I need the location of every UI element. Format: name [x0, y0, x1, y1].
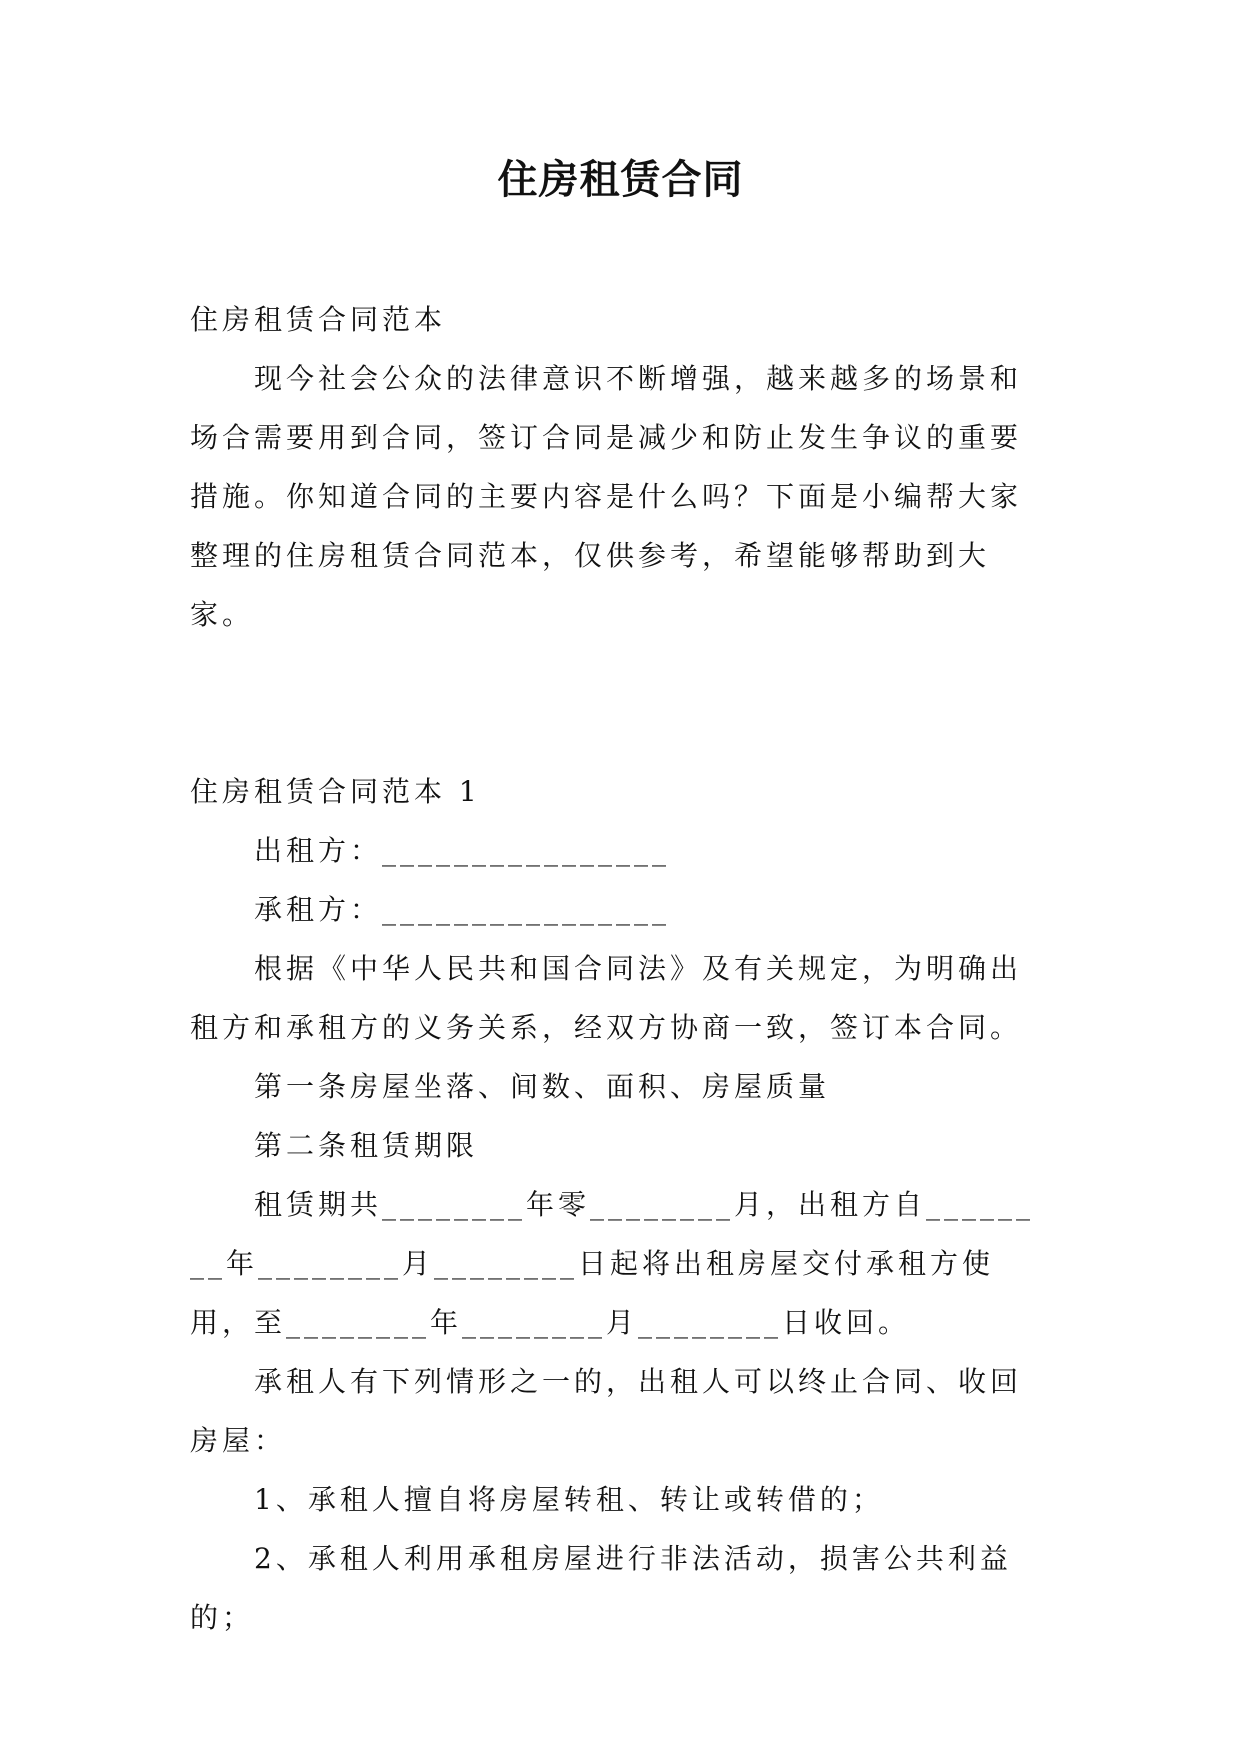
lessor-field: 出租方：________________	[254, 834, 671, 867]
lessee-field: 承租方：________________	[254, 893, 671, 926]
document-title: 住房租赁合同	[497, 157, 744, 203]
sample1-heading: 住房租赁合同范本 1	[190, 775, 481, 808]
termination-item-2: 2、承租人利用承租房屋进行非法活动，损害公共利益的；	[190, 1542, 1012, 1634]
document-body	[190, 290, 1050, 1647]
termination-paragraph: 承租人有下列情形之一的，出租人可以终止合同、收回房屋：	[190, 1365, 1023, 1457]
intro-heading: 住房租赁合同范本	[190, 303, 447, 336]
intro-paragraph: 现今社会公众的法律意识不断增强，越来越多的场景和场合需要用到合同，签订合同是减少和防止发生争议的重要措施。你知道合同的主要内容是什么吗？下面是小编帮大家整理的住房租赁合同范本，仅供参考，希望能够帮助到大家。	[190, 362, 1023, 631]
termination-item-1: 1、承租人擅自将房屋转租、转让或转借的；	[254, 1483, 884, 1516]
article-2-heading: 第二条租赁期限	[254, 1129, 479, 1162]
term-paragraph: 租赁期共________年零________月，出租方自________年________月________日起将出租房屋交付承租方使用，至________年________月________日收回。	[190, 1188, 1035, 1339]
article-1-heading: 第一条房屋坐落、间数、面积、房屋质量	[254, 1070, 831, 1103]
section-spacer	[190, 644, 1050, 762]
basis-paragraph: 根据《中华人民共和国合同法》及有关规定，为明确出租方和承租方的义务关系，经双方协商一致，签订本合同。	[190, 952, 1023, 1044]
